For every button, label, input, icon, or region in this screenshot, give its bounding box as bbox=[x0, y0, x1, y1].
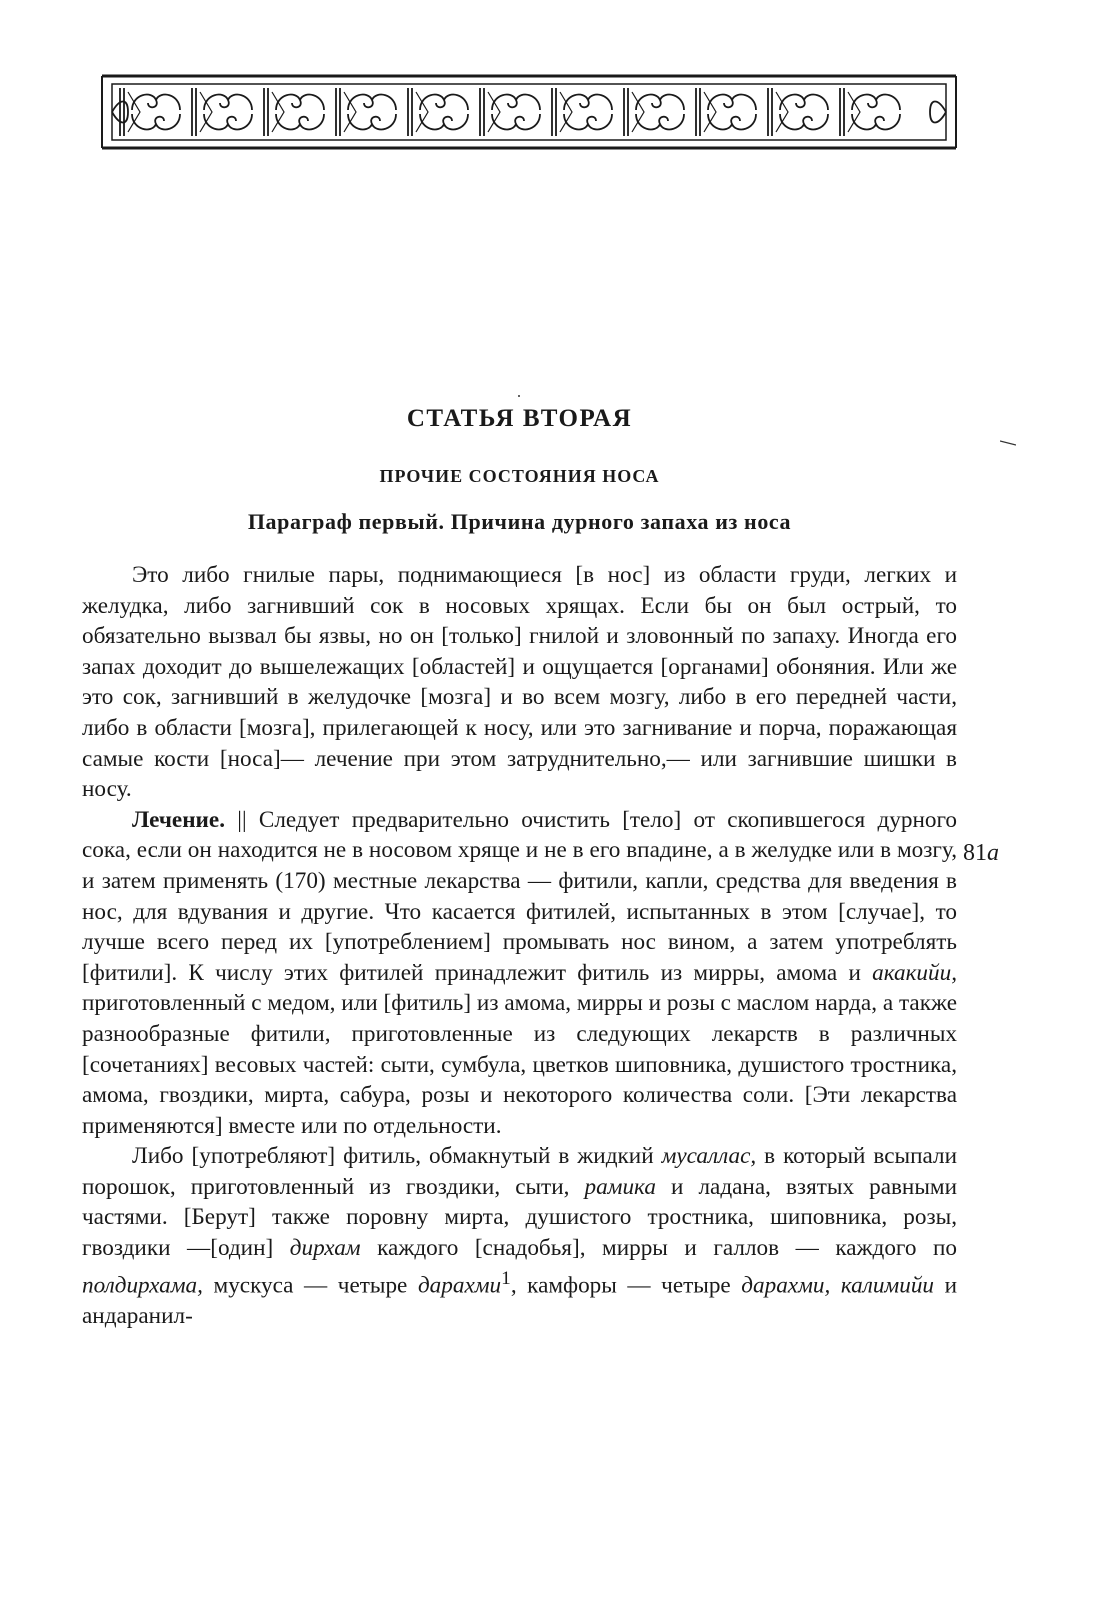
p3-italic-4: полдирхама, bbox=[82, 1272, 203, 1299]
p3-italic-1: мусаллас, bbox=[661, 1143, 757, 1170]
p2-italic-1: акакийи, bbox=[872, 959, 957, 986]
treatment-label: Лечение. bbox=[132, 806, 226, 833]
body-paragraph-3 bbox=[82, 1141, 957, 1331]
p3-italic-2: рамика bbox=[584, 1173, 656, 1200]
p3-text-d: каждого [снадобья], мирры и галлов — каждого по bbox=[360, 1235, 957, 1262]
p3-text-g: и андаранил- bbox=[82, 1272, 957, 1329]
p3-italic-3: дирхам bbox=[289, 1235, 361, 1262]
ink-speck bbox=[518, 395, 520, 397]
p2-text-b: приготовленный с медом, или [фитиль] из амома, мирры и розы с маслом нарда, а также разнообразные фитили, приготовленные из следующих лекарств в различных [сочетаниях] весовых частей: сыти, сумбула, цветков шиповника, душистого тростника, амома, гвоздики, мирта, сабура, розы и некоторого количества соли. [Эти лекарства применяются] вместе или по отдельности. bbox=[82, 990, 957, 1139]
folio-number: 81 bbox=[963, 840, 987, 866]
p3-text-e: мускуса — четыре bbox=[202, 1272, 418, 1299]
paragraph-1-text: Это либо гнилые пары, поднимающиеся [в нос] из области груди, легких и желудка, либо загнивший сок в носовых хрящах. Если бы он был острый, то обязательно вызвал бы язвы, но он [только] гнилой и зловонный по запаху. Иногда его запах доходит до вышележащих [областей] и ощущается [органами] обоняния. Или же это сок, загнивший в желудочке [мозга] и во всем мозгу, либо в его передней части, либо в области [мозга], прилегающей к носу, или это загнивание и порча, поражающая самые кости [носа]— лечение при этом затруднительно,— или загнившие шишки в носу. bbox=[82, 562, 957, 803]
p3-italic-6: дарахми, калимийи bbox=[741, 1272, 935, 1299]
body-paragraph-2 bbox=[82, 805, 957, 1142]
folio-letter: a bbox=[987, 840, 999, 866]
section-heading: ПРОЧИЕ СОСТОЯНИЯ НОСА bbox=[379, 466, 660, 486]
body-text bbox=[82, 560, 957, 1332]
folio-margin-note bbox=[963, 838, 999, 868]
ornamental-border-icon bbox=[98, 72, 960, 152]
footnote-marker: 1 bbox=[501, 1267, 511, 1289]
p2-text-a: || Следует предварительно очистить [тело] от скопившегося дурного сока, если он находится не в носовом хряще и не в его впадине, а в желудке или в мозгу, и затем применять (170) местные лекарства — фитили, капли, средства для введения в нос, для вдувания и другие. Что касается фитилей, испытанных в этом [случае], то лучше всего перед их [употреблением] промывать нос вином, а затем употреблять [фитили]. К числу этих фитилей принадлежит фитиль из мирры, амома и bbox=[82, 806, 957, 986]
p3-text-c: и ладана, взятых равными частями. [Берут] также поровну мирта, душистого тростника, шиповника, розы, гвоздики —[один] bbox=[82, 1173, 958, 1262]
p3-text-f: , камфоры — четыре bbox=[510, 1272, 742, 1299]
article-heading: СТАТЬЯ ВТОРАЯ bbox=[406, 405, 633, 432]
p3-text-a: Либо [употребляют] фитиль, обмакнутый в жидкий bbox=[132, 1143, 662, 1170]
margin-tick-mark bbox=[1000, 440, 1016, 446]
paragraph-heading: Параграф первый. Причина дурного запаха из носа bbox=[247, 509, 792, 534]
p3-italic-5: дарахми bbox=[417, 1272, 502, 1299]
body-paragraph-1 bbox=[82, 560, 957, 805]
p3-text-b: в который всыпали порошок, приготовленный из гвоздики, сыти, bbox=[82, 1143, 957, 1200]
